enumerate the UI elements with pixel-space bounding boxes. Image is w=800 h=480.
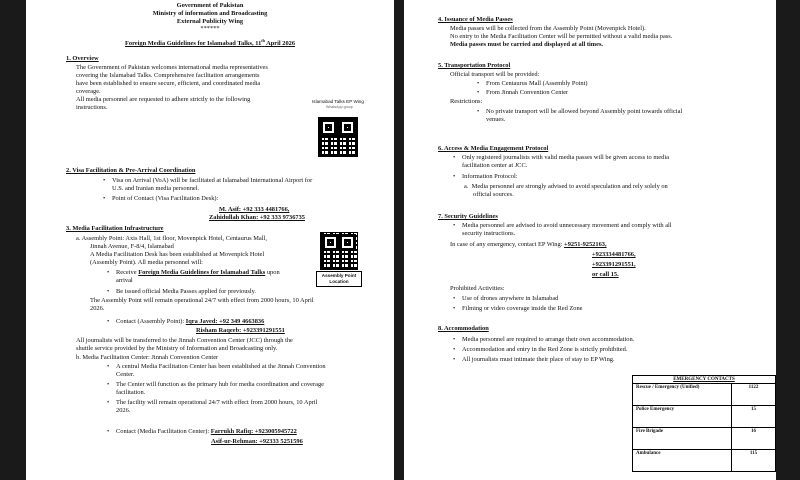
mfc-contact-2: Asif-ur-Rehman: +92333 5251596 xyxy=(211,438,303,445)
qr-subcaption: WhatsApp group xyxy=(326,105,353,109)
assembly-point-line: a. Assembly Point: Axis Hall, 1st floor, Movenpick Hotel, Centaurus Mall, xyxy=(76,235,267,242)
access-bullet: • Information Protocol: xyxy=(462,173,518,181)
assembly-operational-line: 2026. xyxy=(90,305,105,312)
emergency-number: or call 15. xyxy=(592,271,619,278)
document-page-2 xyxy=(404,0,776,480)
service-number: 16 xyxy=(732,428,776,450)
assembly-contact: • Contact (Assembly Point): Iqra Javed: +92 349 4663836 xyxy=(116,318,264,326)
overview-line: instructions. xyxy=(76,104,108,111)
overview-line: All media personnel are requested to adhere strictly to the following xyxy=(76,96,251,103)
transport-bullet: • From Centaurus Mall (Assembly Point) xyxy=(486,80,588,88)
section-1-heading: 1. Overview xyxy=(66,55,99,62)
service-number: 1122 xyxy=(732,384,776,406)
mfc-bullet: • A central Media Facilitation Center has been established at the Jinnah Convention xyxy=(116,363,326,371)
section-8-heading: 8. Accommodation xyxy=(438,325,489,332)
access-bullet-cont: facilitation center at JCC. xyxy=(462,162,528,169)
security-bullet-cont: security instructions. xyxy=(462,230,516,237)
accommodation-bullet: • All journalists must intimate their place of stay to EP Wing. xyxy=(462,356,615,364)
emergency-number: +923334481766, xyxy=(592,251,636,258)
mfc-heading: b. Media Facilitation Center: Jinnah Convention Center xyxy=(76,354,219,361)
emergency-number: +923391291551, xyxy=(592,261,636,268)
qr-location-label: Assembly Point Location xyxy=(316,271,362,287)
shuttle-line: shuttle service provided by the Ministry of Information and Broadcasting only. xyxy=(76,345,278,352)
section-3-heading: 3. Media Facilitation Infrastructure xyxy=(66,225,164,232)
prohibited-label: Prohibited Activities: xyxy=(450,285,505,292)
security-bullet: • Media personnel are advised to avoid unnecessary movement and comply with all xyxy=(462,222,672,230)
mfc-bullet: • The facility will remain operational 24/7 with effect from 2000 hours, 10 April xyxy=(116,399,317,407)
emergency-contacts-title: EMERGENCY CONTACTS xyxy=(633,376,776,384)
transport-line: Official transport will be provided: xyxy=(450,71,540,78)
document-title: Foreign Media Guidelines for Islamabad Talks, 11th April 2026 xyxy=(124,38,296,48)
service-name: Rescue / Emergency (Unified) xyxy=(633,384,732,406)
table-row xyxy=(633,406,776,428)
info-protocol-item: a. Media personnel are strongly advised to avoid speculation and rely solely on xyxy=(464,183,668,190)
visa-poc: • Point of Contact (Visa Facilitation Desk): xyxy=(112,195,218,203)
assembly-operational-line: The Assembly Point will remain operational 24/7 with effect from 2000 hours, 10 April xyxy=(90,297,314,304)
accommodation-bullet: • Accommodation and entry in the Red Zone is strictly prohibited. xyxy=(462,346,627,354)
assembly-desk-line: A Media Facilitation Desk has been established at Movenpick Hotel xyxy=(90,251,265,258)
mfc-bullet-cont: Center. xyxy=(116,371,135,378)
section-7-heading: 7. Security Guidelines xyxy=(438,213,498,220)
service-name: Ambulance xyxy=(633,450,732,472)
visa-bullet: • Visa on Arrival (VoA) will be facilitated at Islamabad International Airport for xyxy=(112,177,312,185)
emergency-line: In case of any emergency, contact EP Wing: +9251-9252163, xyxy=(450,241,607,248)
restrictions-label: Restrictions: xyxy=(450,98,483,105)
wing-heading: External Publicity Wing xyxy=(176,18,244,25)
service-number: 15 xyxy=(732,406,776,428)
restriction-bullet-cont: venues. xyxy=(486,116,506,123)
receive-guidelines-cont: arrival xyxy=(116,277,133,284)
shuttle-line: All journalists will be transferred to the Jinnah Convention Center (JCC) through the xyxy=(76,337,293,344)
assembly-desk-line: (Assembly Point). All media personnel will: xyxy=(90,259,203,266)
info-protocol-cont: official sources. xyxy=(473,191,514,198)
passes-line: No entry to the Media Facilitation Center will be permitted without a valid media pass. xyxy=(450,33,673,40)
visa-bullet-cont: U.S. and Iranian media personnel. xyxy=(112,185,200,192)
prohibited-bullet: • Use of drones anywhere in Islamabad xyxy=(462,295,558,303)
section-6-heading: 6. Access & Media Engagement Protocol xyxy=(438,145,549,152)
assembly-contact-2: Risham Raqeeb: +923391291551 xyxy=(196,327,285,334)
restriction-bullet: • No private transport will be allowed beyond Assembly point towards official xyxy=(486,108,682,116)
overview-line: covering the Islamabad Talks. Comprehensive facilitation arrangements xyxy=(76,72,260,79)
ministry-heading: Ministry of information and Broadcasting xyxy=(152,10,268,17)
overview-line: The Government of Pakistan welcomes international media representatives xyxy=(76,64,268,71)
assembly-point-line: Jinnah Avenue, F-8/4, Islamabad xyxy=(90,243,174,250)
service-name: Fire Brigade xyxy=(633,428,732,450)
media-pass-bullet: • Be issued official Media Passes applied for previously. xyxy=(116,288,256,296)
mfc-bullet-cont: 2026. xyxy=(116,407,131,414)
section-2-heading: 2. Visa Facilitation & Pre-Arrival Coordination xyxy=(66,167,196,174)
overview-line: coverage. xyxy=(76,88,101,95)
table-row xyxy=(633,428,776,450)
table-row xyxy=(633,450,776,472)
receive-guidelines-bullet: • Receive Foreign Media Guidelines for Islamabad Talks upon xyxy=(116,269,280,277)
mfc-bullet: • The Center will function as the primary hub for media coordination and coverage xyxy=(116,381,324,389)
mfc-bullet-cont: facilitation. xyxy=(116,389,146,396)
transport-bullet: • From Jinnah Convention Center xyxy=(486,89,568,97)
passes-line-bold: Media passes must be carried and displayed at all times. xyxy=(450,41,604,48)
service-number: 115 xyxy=(732,450,776,472)
table-row xyxy=(633,384,776,406)
visa-contact-1: M. Asif: +92 333 4481766, xyxy=(219,206,290,213)
qr-caption: Islamabad Talks EP Wing xyxy=(312,99,364,104)
access-bullet: • Only registered journalists with valid media passes will be given access to media xyxy=(462,154,669,162)
service-name: Police Emergency xyxy=(633,406,732,428)
mfc-contact: • Contact (Media Facilitation Center): Farrukh Rafiq: +923005945722 xyxy=(116,428,297,436)
accommodation-bullet: • Media personnel are required to arrange their own accommodation. xyxy=(462,336,634,344)
visa-contact-2: Zahidullah Khan: +92 333 9736735 xyxy=(209,214,305,221)
whatsapp-group-qr-code[interactable] xyxy=(318,117,358,157)
section-5-heading: 5. Transportation Protocol xyxy=(438,62,511,69)
prohibited-bullet: • Filming or video coverage inside the Red Zone xyxy=(462,305,583,313)
stars-divider: ****** xyxy=(200,25,220,32)
document-page-1 xyxy=(26,0,394,480)
assembly-point-qr-code[interactable] xyxy=(320,232,358,270)
overview-line: have been established to ensure secure, efficient, and coordinated media xyxy=(76,80,261,87)
passes-line: Media passes will be collected from the Assembly Point (Movenpick Hotel). xyxy=(450,25,646,32)
section-4-heading: 4. Issuance of Media Passes xyxy=(438,16,513,23)
emergency-contacts-table xyxy=(632,375,776,472)
gov-heading: Government of Pakistan xyxy=(176,2,244,9)
